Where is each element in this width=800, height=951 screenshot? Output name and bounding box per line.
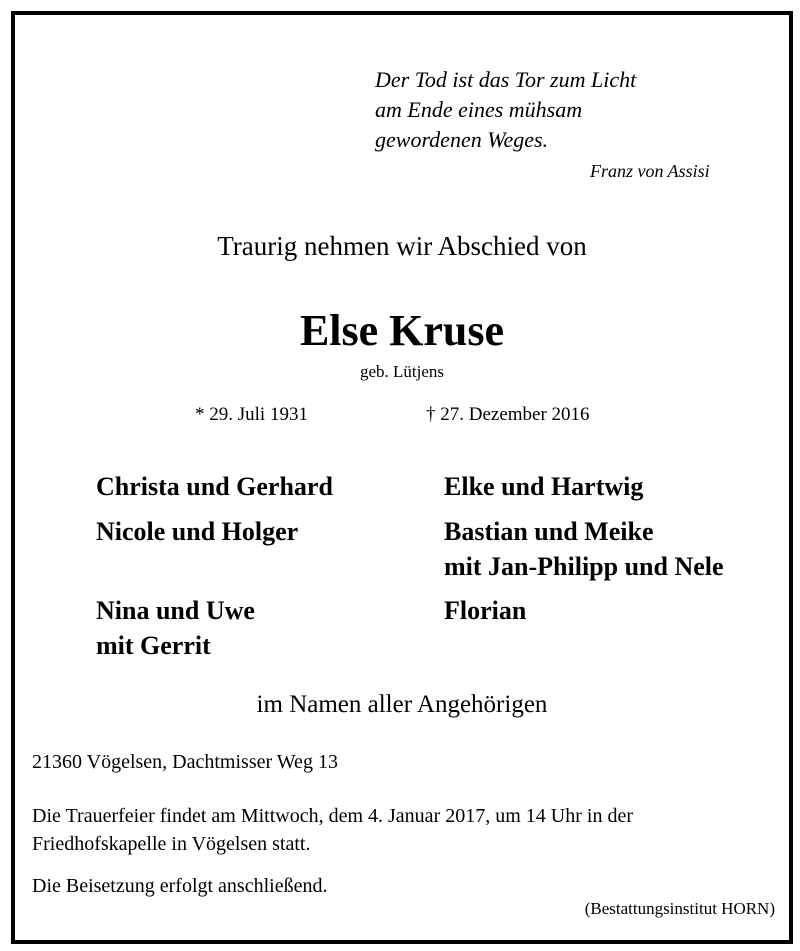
quote-line: am Ende eines mühsam bbox=[375, 97, 583, 122]
quote bbox=[375, 65, 636, 155]
obituary-frame bbox=[11, 11, 793, 944]
death-date: † 27. Dezember 2016 bbox=[426, 404, 590, 425]
quote-author: Franz von Assisi bbox=[590, 161, 710, 181]
mourner-entry: Nina und Uwe bbox=[96, 596, 255, 625]
mourner-entry: mit Jan-Philipp und Nele bbox=[444, 552, 724, 581]
undertaker: (Bestattungsinstitut HORN) bbox=[584, 899, 775, 918]
mourner-entry: Elke und Hartwig bbox=[444, 472, 644, 501]
intro-text: Traurig nehmen wir Abschied von bbox=[217, 231, 587, 261]
mourner-entry: mit Gerrit bbox=[96, 631, 211, 660]
mourner-entry: Nicole und Holger bbox=[96, 517, 299, 546]
mourner-entry: Bastian und Meike bbox=[444, 517, 654, 546]
birth-date: * 29. Juli 1931 bbox=[195, 404, 308, 425]
signoff: im Namen aller Angehörigen bbox=[256, 691, 548, 718]
maiden-name: geb. Lütjens bbox=[359, 362, 445, 381]
ceremony-line: Friedhofskapelle in Vögelsen statt. bbox=[32, 833, 311, 855]
ceremony-notice bbox=[32, 802, 633, 858]
quote-line: gewordenen Weges. bbox=[375, 127, 549, 152]
ceremony-line: Die Trauerfeier findet am Mittwoch, dem 4. Januar 2017, um 14 Uhr in der bbox=[32, 805, 633, 827]
deceased-name: Else Kruse bbox=[299, 306, 505, 355]
burial-notice: Die Beisetzung erfolgt anschließend. bbox=[32, 875, 328, 897]
mourner-entry: Christa und Gerhard bbox=[96, 472, 333, 501]
mourner-entry: Florian bbox=[444, 596, 527, 625]
quote-line: Der Tod ist das Tor zum Licht bbox=[375, 67, 637, 92]
address: 21360 Vögelsen, Dachtmisser Weg 13 bbox=[32, 751, 338, 773]
